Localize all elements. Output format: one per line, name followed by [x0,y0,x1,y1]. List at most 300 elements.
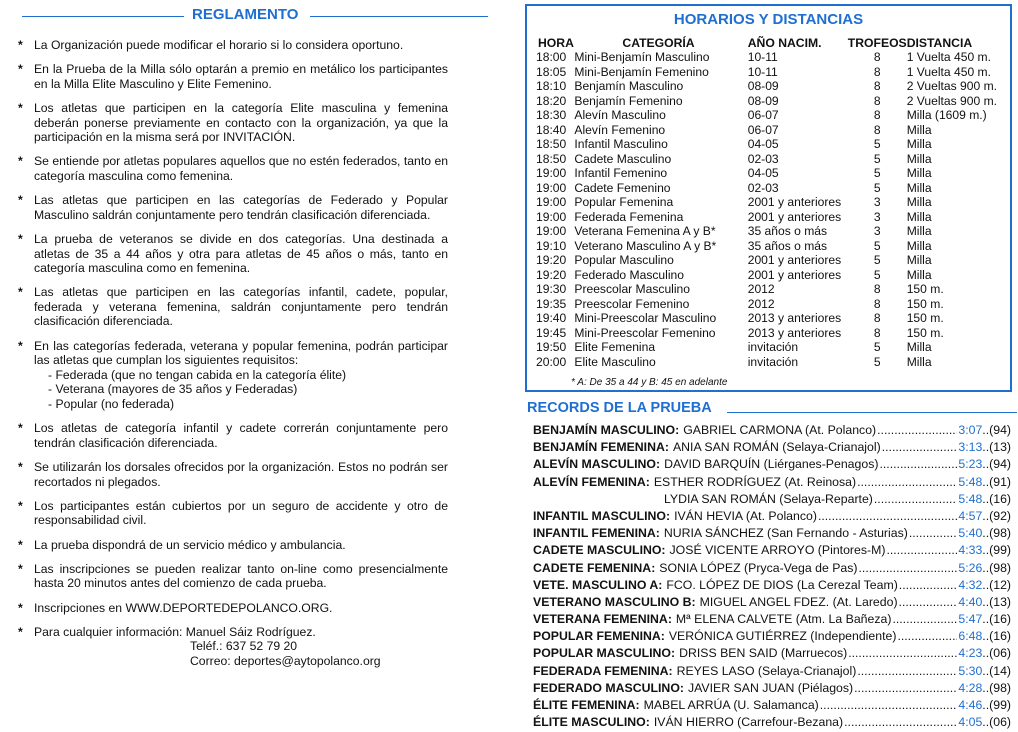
record-category: ALEVÍN MASCULINO: [533,457,661,472]
schedule-row [536,282,1006,297]
schedule-row [536,224,1006,239]
row-distancia: 150 m. [906,325,944,340]
schedule-row [536,326,1006,341]
row-anio: 35 años o más [747,224,828,238]
rule-text: En las categorías federada, veterana y popular femenina, podrán participar las atletas que cumplan los siguientes requisitos: [34,338,448,368]
record-leader-dots [857,664,957,678]
record-time: 5:30 [958,663,983,678]
record-category: FEDERADO MASCULINO: [533,680,684,695]
record-category: ÉLITE MASCULINO: [533,715,650,730]
record-leader-dots [844,715,957,729]
record-year: ..(94) [982,457,1011,472]
records-list [533,423,1011,732]
asterisk-bullet-icon: * [18,231,23,246]
row-anio: 2001 y anteriores [747,209,842,224]
schedule-row [536,340,1006,355]
record-item [533,475,1011,492]
row-categoria: Popular Masculino [574,253,674,267]
record-athlete: MABEL ARRÚA (U. Salamanca) [643,698,819,712]
record-leader-dots [909,526,958,540]
asterisk-bullet-icon: * [18,62,23,77]
row-distancia: Milla [906,137,932,151]
record-athlete: ESTHER RODRÍGUEZ (At. Reinosa) [653,474,857,489]
rule-text: Los participantes están cubiertos por un seguro de accidente y otro de responsabilidad civil. [34,498,448,528]
header-rule-left [22,16,184,17]
rule-text: En la Prueba de la Milla sólo optarán a premio en metálico los participantes en la Milla Elite Masculino y Elite Femenino. [34,62,448,91]
row-hora: 18:40 [536,122,567,137]
record-item [533,612,1011,629]
row-trofeos: 5 [873,253,881,267]
schedule-row [536,50,1006,65]
row-distancia: 150 m. [906,282,944,296]
record-item [533,646,1011,663]
record-leader-dots [882,440,958,454]
row-anio: 04-05 [747,137,779,151]
row-distancia: Milla [906,151,932,166]
record-year: ..(06) [982,646,1011,661]
records-header [527,400,1017,420]
asterisk-bullet-icon: * [18,600,23,615]
requisito-item: - Veterana (mayores de 35 años y Federadas) [48,382,298,397]
record-category: CADETE MASCULINO: [533,543,666,558]
record-athlete: VERÓNICA GUTIÉRREZ (Independiente) [668,629,897,644]
schedule-row [536,79,1006,94]
row-hora: 18:30 [536,108,567,122]
contact-block [34,639,448,668]
col-hora: HORA [538,36,574,50]
record-year: ..(16) [982,629,1011,644]
row-categoria: Elite Femenina [574,340,656,354]
schedule-row [536,268,1006,283]
rule-item [18,62,448,91]
row-hora: 18:00 [536,50,567,64]
row-trofeos: 8 [873,311,881,325]
record-athlete: JOSÉ VICENTE ARROYO (Pintores-M) [669,543,886,558]
record-category: VETERANO MASCULINO B: [533,594,696,609]
record-time: 4:32 [958,577,983,592]
record-time: 5:48 [958,474,983,489]
record-athlete: REYES LASO (Selaya-Crianajol) [676,663,857,678]
row-categoria: Cadete Masculino [574,151,672,166]
row-trofeos: 5 [873,180,881,195]
col-categoria: CATEGORÍA [622,36,695,50]
rule-text: Las atletas que participen en las categorías infantil, cadete, popular, federada y veterana femenina, saldrán conjuntamente pero tendrán clasificación diferenciada. [34,285,448,329]
row-distancia: 150 m. [906,311,944,325]
row-hora: 19:20 [536,267,567,282]
record-item [533,681,1011,698]
record-athlete: GABRIEL CARMONA (At. Polanco) [683,423,877,437]
row-categoria: Popular Femenina [574,195,674,209]
row-categoria: Mini-Preescolar Masculino [574,311,717,325]
row-anio: invitación [747,354,799,369]
row-categoria: Elite Masculino [574,354,656,369]
row-trofeos: 8 [873,64,881,79]
rule-text: Las inscripciones se pueden realizar tanto on-line como presencialmente hasta 20 minutos antes del comienzo de cada prueba. [34,561,448,591]
record-item [533,664,1011,681]
row-anio: 04-05 [747,166,779,180]
rule-item [18,101,448,145]
row-anio: 08-09 [747,79,779,93]
record-category: VETERANA FEMENINA: [533,612,672,627]
asterisk-bullet-icon: * [18,498,23,513]
schedule-row [536,94,1006,109]
record-category: INFANTIL MASCULINO: [533,508,671,523]
record-time: 4:05 [958,715,983,730]
contact-email: Correo: deportes@aytopolanco.org [190,653,381,668]
schedule-row [536,210,1006,225]
row-trofeos: 8 [873,325,881,340]
record-leader-dots [877,423,957,437]
row-distancia: 1 Vuelta 450 m. [906,50,991,64]
row-anio: 10-11 [747,64,778,79]
horarios-box [525,4,1012,392]
record-item [533,457,1011,474]
schedule-row [536,297,1006,312]
records-header-rule [727,412,1017,413]
row-distancia: 1 Vuelta 450 m. [906,64,991,79]
record-category: FEDERADA FEMENINA: [533,663,673,678]
row-anio: 10-11 [747,50,778,64]
record-category: POPULAR FEMENINA: [533,629,665,644]
row-trofeos: 8 [873,79,881,93]
record-year: ..(92) [982,508,1011,523]
row-hora: 18:05 [536,64,567,79]
record-athlete: IVÁN HIERRO (Carrefour-Bezana) [653,715,844,730]
row-categoria: Infantil Masculino [574,137,668,151]
record-item [533,698,1011,715]
record-athlete: MIGUEL ANGEL FDEZ. (At. Laredo) [699,594,898,609]
row-distancia: 150 m. [906,296,944,311]
record-athlete: JAVIER SAN JUAN (Piélagos) [687,680,854,695]
record-time: 4:28 [958,680,983,695]
schedule-footnote: * A: De 35 a 44 y B: 45 en adelante [571,377,728,388]
row-hora: 19:00 [536,195,567,209]
rule-text: Se entiende por atletas populares aquellos que no estén federados, tanto en categoría masculina como femenina. [34,154,448,183]
row-distancia: Milla [906,122,932,137]
row-trofeos: 5 [873,354,881,369]
record-year: ..(94) [982,423,1011,437]
row-anio: 2013 y anteriores [747,311,842,325]
row-distancia: Milla [906,180,932,195]
reglamento-title: REGLAMENTO [192,6,299,23]
record-time: 3:07 [958,423,983,437]
rule-item [18,460,448,489]
rule-text: Las atletas que participen en las categorías de Federado y Popular Masculino saldrán conjuntamente pero tendrán clasificación diferenciada. [34,193,448,222]
rule-item [18,499,448,528]
row-anio: 2012 [747,296,775,311]
schedule-body [536,50,1006,369]
row-hora: 18:50 [536,151,567,166]
record-item [533,578,1011,595]
col-anio: AÑO NACIM. [747,36,822,50]
rule-item [18,232,448,276]
row-trofeos: 5 [873,267,881,282]
row-hora: 19:10 [536,238,567,253]
row-distancia: Milla [906,267,932,282]
record-category: BENJAMÍN MASCULINO: [533,423,680,437]
record-leader-dots [874,492,957,506]
row-categoria: Preescolar Masculino [574,282,691,296]
row-categoria: Benjamín Masculino [574,79,684,93]
record-time: 6:48 [958,629,983,644]
asterisk-bullet-icon: * [18,338,23,353]
record-year: ..(98) [982,680,1011,695]
row-trofeos: 8 [873,122,881,137]
schedule-table [536,36,1006,369]
record-category: ÉLITE FEMENINA: [533,698,640,712]
record-year: ..(98) [982,526,1011,541]
row-categoria: Veterano Masculino A y B* [574,238,717,253]
row-trofeos: 5 [873,137,881,151]
row-anio: 02-03 [747,151,779,166]
record-leader-dots [899,578,958,592]
requisito-item: - Popular (no federada) [48,397,175,412]
rule-text: Los atletas que participen en la categoría Elite masculina y femenina deberán ponerse previamente en contacto con la organización, ya que la participación en la misma será por INVITACIÓN. [34,100,448,145]
row-distancia: 2 Vueltas 900 m. [906,79,998,93]
row-distancia: Milla [906,166,932,180]
schedule-row [536,239,1006,254]
row-hora: 19:20 [536,253,567,267]
record-year: ..(16) [982,491,1011,506]
record-time: 3:13 [958,440,983,455]
row-distancia: 2 Vueltas 900 m. [906,93,998,108]
row-categoria: Veterana Femenina A y B* [574,224,716,238]
row-anio: 2001 y anteriores [747,267,842,282]
record-leader-dots [886,543,957,557]
asterisk-bullet-icon: * [18,421,23,436]
record-athlete: DRISS BEN SAID (Marruecos) [679,646,848,661]
row-anio: 2013 y anteriores [747,325,842,340]
row-anio: invitación [747,340,799,354]
row-anio: 2012 [747,282,775,296]
record-year: ..(99) [982,543,1011,558]
asterisk-bullet-icon: * [18,100,23,115]
record-year: ..(14) [982,663,1011,678]
rule-item [18,285,448,329]
record-leader-dots [879,457,957,471]
row-categoria: Alevín Masculino [574,108,666,122]
row-trofeos: 3 [873,224,881,238]
asterisk-bullet-icon: * [18,460,23,474]
records-title: RECORDS DE LA PRUEBA [527,400,712,416]
contact-phone: Teléf.: 637 52 79 20 [190,639,298,654]
schedule-row [536,253,1006,268]
row-categoria: Federado Masculino [574,267,684,282]
row-categoria: Alevín Femenino [574,122,666,137]
row-categoria: Infantil Femenino [574,166,668,180]
schedule-row [536,355,1006,370]
rule-item [18,625,448,669]
row-hora: 19:00 [536,180,567,195]
row-categoria: Federada Femenina [574,209,684,224]
record-leader-dots [818,509,957,523]
row-trofeos: 5 [873,166,881,180]
row-anio: 02-03 [747,180,779,195]
record-athlete: LYDIA SAN ROMÁN (Selaya-Reparte) [664,491,873,506]
row-distancia: Milla [906,253,932,267]
row-hora: 18:50 [536,137,567,151]
row-categoria: Mini-Benjamín Femenino [574,64,709,79]
row-categoria: Mini-Preescolar Femenino [574,325,716,340]
record-athlete: FCO. LÓPEZ DE DIOS (La Cerezal Team) [666,577,898,592]
record-time: 4:23 [958,646,983,661]
record-leader-dots [820,698,958,712]
rule-item [18,339,448,412]
record-item [533,423,1011,440]
col-distancia: DISTANCIA [906,36,973,50]
schedule-row [536,311,1006,326]
row-hora: 19:35 [536,296,567,311]
record-leader-dots [899,595,958,609]
horarios-title: HORARIOS Y DISTANCIAS [673,11,864,28]
rule-item [18,38,448,53]
record-item [533,543,1011,560]
rule-text: La prueba dispondrá de un servicio médico y ambulancia. [34,537,346,552]
schedule-row [536,152,1006,167]
row-trofeos: 8 [873,296,881,311]
row-hora: 18:20 [536,93,567,108]
record-year: ..(99) [982,698,1011,712]
record-leader-dots [857,475,957,489]
record-athlete: Mª ELENA CALVETE (Atm. La Bañeza) [675,612,892,627]
row-distancia: Milla [906,224,932,238]
row-anio: 2001 y anteriores [747,195,842,209]
record-athlete: ANIA SAN ROMÁN (Selaya-Crianajol) [672,440,881,455]
record-category: CADETE FEMENINA: [533,560,656,575]
record-year: ..(91) [982,474,1011,489]
rule-item [18,193,448,222]
row-categoria: Preescolar Femenino [574,296,690,311]
row-trofeos: 8 [873,282,881,296]
rule-text: La prueba de veteranos se divide en dos categorías. Una destinada a atletas de 35 a 44 años y otra para atletas de 45 años o más, tanto en categoría masculina como en femenina. [34,231,448,276]
rule-text: Los atletas de categoría infantil y cadete correrán conjuntamente pero tendrán clasificación diferenciada. [34,421,448,450]
row-anio: 35 años o más [747,238,828,253]
schedule-row [536,123,1006,138]
record-item [533,526,1011,543]
record-category: POPULAR MASCULINO: [533,646,676,661]
row-hora: 19:00 [536,224,567,238]
schedule-row [536,181,1006,196]
record-category: ALEVÍN FEMENINA: [533,474,650,489]
record-leader-dots [848,646,957,660]
row-trofeos: 8 [873,50,881,64]
record-time: 5:26 [958,560,983,575]
record-time: 5:40 [958,526,983,541]
schedule-row [536,195,1006,210]
row-distancia: Milla [906,195,932,209]
row-distancia: Milla [906,209,932,224]
schedule-row [536,166,1006,181]
row-hora: 19:30 [536,282,567,296]
record-year: ..(16) [982,612,1011,627]
rule-text: La Organización puede modificar el horario si lo considera oportuno. [34,38,404,52]
schedule-row [536,65,1006,80]
record-category: BENJAMÍN FEMENINA: [533,440,669,455]
record-leader-dots [892,612,957,626]
record-item [533,561,1011,578]
schedule-header-row [536,36,1006,50]
row-hora: 19:40 [536,311,567,325]
row-hora: 19:00 [536,209,567,224]
asterisk-bullet-icon: * [18,285,23,300]
record-time: 5:48 [958,491,983,506]
row-trofeos: 5 [873,151,881,166]
rule-item [18,538,448,553]
record-athlete: IVÁN HEVIA (At. Polanco) [674,508,817,523]
record-category: VETE. MASCULINO A: [533,577,663,592]
header-rule-right [310,16,488,17]
row-anio: 08-09 [747,93,779,108]
record-athlete: NURIA SÁNCHEZ (San Fernando - Asturias) [663,526,908,541]
row-anio: 2001 y anteriores [747,253,842,267]
reglamento-header [12,0,492,30]
row-hora: 18:10 [536,79,567,93]
row-hora: 19:00 [536,166,567,180]
record-time: 4:33 [958,543,983,558]
row-distancia: Milla (1609 m.) [906,108,987,122]
record-item [533,595,1011,612]
row-hora: 19:50 [536,340,567,354]
record-leader-dots [859,561,958,575]
row-categoria: Mini-Benjamín Masculino [574,50,710,64]
rule-item [18,601,448,616]
record-year: ..(13) [982,440,1011,455]
record-time: 5:23 [958,457,983,472]
row-trofeos: 3 [873,209,881,224]
rule-item [18,154,448,183]
row-anio: 06-07 [747,122,779,137]
rule-text: Para cualquier información: Manuel Sáiz Rodríguez. [34,624,316,639]
asterisk-bullet-icon: * [18,561,23,576]
rule-text: Inscripciones en WWW.DEPORTEDEPOLANCO.ORG. [34,600,333,615]
record-leader-dots [897,629,957,643]
record-athlete: DAVID BARQUÍN (Liérganes-Penagos) [664,457,879,472]
schedule-row [536,137,1006,152]
record-year: ..(13) [982,594,1011,609]
row-trofeos: 5 [873,340,881,354]
record-time: 5:47 [958,612,983,627]
asterisk-bullet-icon: * [18,193,23,208]
asterisk-bullet-icon: * [18,624,23,639]
row-categoria: Cadete Femenino [574,180,671,195]
row-trofeos: 8 [873,108,881,122]
asterisk-bullet-icon: * [18,154,23,169]
record-time: 4:40 [958,594,983,609]
asterisk-bullet-icon: * [18,537,23,552]
row-anio: 06-07 [747,108,779,122]
row-hora: 20:00 [536,354,567,369]
reglamento-list [18,38,448,678]
record-year: ..(12) [982,577,1011,592]
row-trofeos: 8 [873,93,881,108]
rule-text: Se utilizarán los dorsales ofrecidos por la organización. Estos no podrán ser recortados ni plegados. [34,460,448,489]
row-distancia: Milla [906,340,932,354]
record-item [533,629,1011,646]
record-leader-dots [854,681,957,695]
record-item [533,492,1011,509]
record-time: 4:46 [958,698,983,712]
rule-item [18,562,448,591]
record-athlete: SONIA LÓPEZ (Pryca-Vega de Pas) [659,560,858,575]
requisito-item: - Federada (que no tengan cabida en la categoría élite) [48,367,347,382]
row-trofeos: 5 [873,238,881,253]
record-category: INFANTIL FEMENINA: [533,526,660,541]
record-item [533,440,1011,457]
reglamento-section [12,0,492,30]
row-hora: 19:45 [536,325,567,340]
row-distancia: Milla [906,354,932,369]
row-trofeos: 3 [873,195,881,209]
